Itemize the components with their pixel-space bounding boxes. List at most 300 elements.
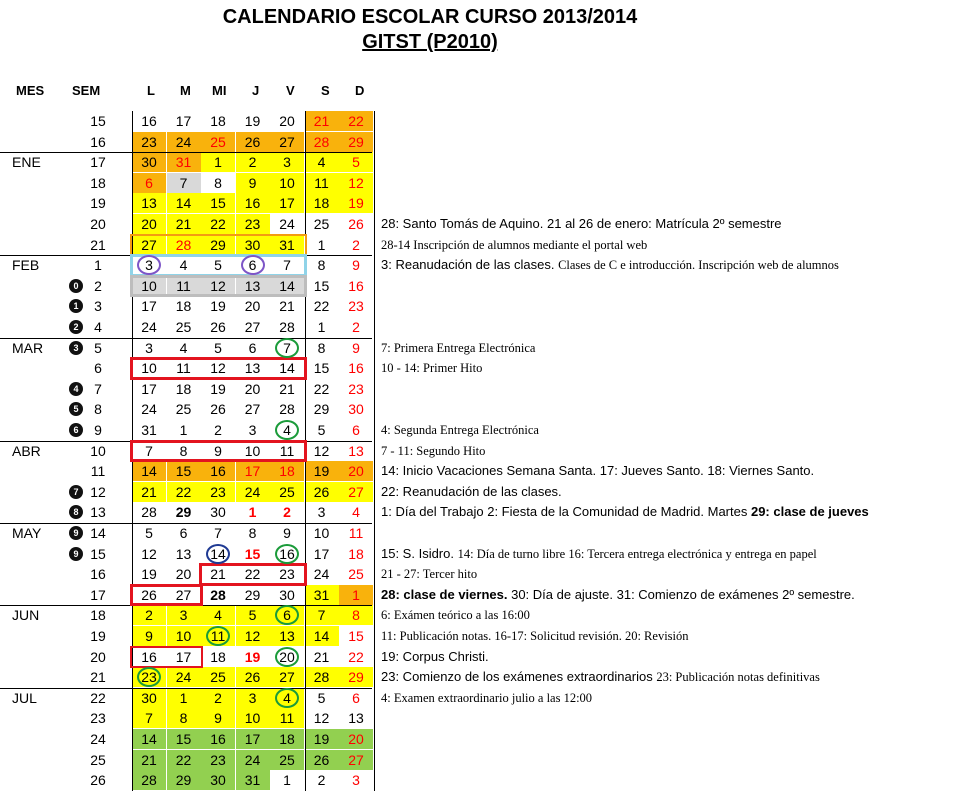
day-cell: 24 xyxy=(279,216,295,232)
day-cell: 5 xyxy=(236,605,270,625)
calendar-week-row xyxy=(0,667,960,687)
note-detail: 10 - 14: Primer Hito xyxy=(381,361,483,376)
calendar-week-row xyxy=(0,358,960,378)
week-badge: 8 xyxy=(69,505,83,519)
day-cell: 6 xyxy=(270,605,304,625)
week-number: 2 xyxy=(94,277,102,294)
calendar-note xyxy=(381,504,869,520)
day-cell: 17 xyxy=(236,461,270,481)
day-cell: 5 xyxy=(317,422,326,438)
day-cell: 4 xyxy=(179,339,188,356)
calendar-note xyxy=(381,566,477,582)
week-number: 20 xyxy=(90,216,106,232)
day-cell: 5 xyxy=(339,152,373,172)
day-cell: 20 xyxy=(279,648,295,665)
day-cell: 28 xyxy=(305,132,339,152)
week-number: 5 xyxy=(94,339,102,356)
day-cell: 3 xyxy=(317,504,326,521)
week-number: 19 xyxy=(90,628,106,644)
day-cell: 23 xyxy=(348,380,364,397)
day-cell: 26 xyxy=(210,401,226,418)
day-cell: 5 xyxy=(145,525,153,541)
calendar-title: CALENDARIO ESCOLAR CURSO 2013/2014 xyxy=(222,6,638,28)
day-cell: 29 xyxy=(339,667,373,687)
day-cell: 4 xyxy=(283,422,291,438)
day-cell: 10 xyxy=(236,708,270,728)
day-cell: 2 xyxy=(214,422,222,438)
day-cell: 29 xyxy=(175,504,192,521)
calendar-note xyxy=(381,690,592,706)
day-cell: 19 xyxy=(244,648,261,665)
calendar-note xyxy=(381,669,820,685)
calendar-week-row xyxy=(0,338,960,358)
day-cell: 1 xyxy=(339,585,373,605)
week-number: 4 xyxy=(94,319,102,335)
day-cell: 23 xyxy=(201,750,235,770)
day-cell: 3 xyxy=(236,688,270,708)
day-cell: 24 xyxy=(236,750,270,770)
header-sem: SEM xyxy=(72,83,101,98)
day-cell: 14 xyxy=(279,360,295,377)
calendar-week-row xyxy=(0,214,960,234)
day-cell: 16 xyxy=(236,193,270,213)
month-label: ABR xyxy=(12,442,41,459)
day-cell: 16 xyxy=(141,113,157,129)
week-badge: 4 xyxy=(69,382,83,396)
day-cell: 31 xyxy=(236,770,270,790)
week-number: 6 xyxy=(94,360,102,377)
day-cell: 26 xyxy=(305,750,339,770)
day-cell: 15 xyxy=(313,360,330,377)
day-cell: 29 xyxy=(244,586,261,603)
day-cell: 30 xyxy=(236,235,270,255)
day-cell: 2 xyxy=(352,319,360,335)
note-detail: 7 - 11: Segundo Hito xyxy=(381,443,486,458)
day-cell: 21 xyxy=(132,750,166,770)
day-cell: 18 xyxy=(175,298,192,315)
week-number: 18 xyxy=(90,607,106,624)
day-cell: 11 xyxy=(201,626,235,646)
calendar-week-row xyxy=(0,255,960,275)
day-cell: 12 xyxy=(313,710,330,727)
calendar-week-row xyxy=(0,152,960,172)
day-cell: 6 xyxy=(248,339,257,356)
calendar-note xyxy=(381,443,485,459)
day-cell: 21 xyxy=(132,482,166,502)
week-number: 12 xyxy=(90,483,106,500)
note-emphasis: 29: clase de jueves xyxy=(750,504,869,520)
note-detail: 6: Exámen teórico a las 16:00 xyxy=(381,608,530,623)
day-cell: 5 xyxy=(214,257,222,274)
day-cell: 17 xyxy=(141,380,157,397)
day-cell: 12 xyxy=(141,545,157,562)
calendar-note xyxy=(381,257,839,273)
day-cell: 8 xyxy=(317,257,326,274)
day-cell: 3 xyxy=(145,339,153,356)
day-cell: 29 xyxy=(167,770,201,790)
day-cell: 3 xyxy=(352,772,360,789)
calendar-week-row xyxy=(0,729,960,749)
day-cell: 30 xyxy=(210,504,226,521)
day-cell: 22 xyxy=(167,750,201,770)
day-cell: 27 xyxy=(132,235,166,255)
day-cell: 16 xyxy=(201,461,235,481)
day-cell: 23 xyxy=(279,566,295,583)
day-cell: 22 xyxy=(348,648,364,665)
day-cell: 14 xyxy=(210,545,226,562)
week-badge: 6 xyxy=(69,423,83,437)
day-cell: 25 xyxy=(175,319,192,335)
calendar-week-row xyxy=(0,461,960,481)
note-detail: 28-14 Inscripción de alumnos mediante el portal web xyxy=(381,237,648,252)
calendar-week-row xyxy=(0,564,960,584)
day-cell: 13 xyxy=(348,442,364,459)
day-cell: 19 xyxy=(210,298,226,315)
day-cell: 23 xyxy=(236,214,270,234)
day-cell: 12 xyxy=(236,626,270,646)
month-separator-line xyxy=(0,152,372,153)
week-number: 15 xyxy=(90,545,106,562)
week-number: 7 xyxy=(94,380,102,397)
day-cell: 13 xyxy=(270,626,304,646)
day-cell: 28 xyxy=(167,235,201,255)
week-number: 17 xyxy=(90,586,106,603)
day-cell: 16 xyxy=(348,360,364,377)
calendar-week-row xyxy=(0,296,960,316)
week-number: 16 xyxy=(90,133,106,150)
day-cell: 23 xyxy=(201,482,235,502)
day-cell: 18 xyxy=(210,113,226,129)
month-separator-line xyxy=(0,605,372,606)
month-separator-line xyxy=(0,523,372,524)
day-cell: 26 xyxy=(236,667,270,687)
week-badge: 5 xyxy=(69,402,83,416)
day-cell: 24 xyxy=(313,566,330,583)
day-cell: 26 xyxy=(210,319,226,335)
day-cell: 4 xyxy=(270,688,304,708)
day-cell: 25 xyxy=(313,216,330,232)
day-cell: 25 xyxy=(348,566,364,583)
day-cell: 14 xyxy=(167,193,201,213)
day-cell: 20 xyxy=(279,113,295,129)
day-cell: 20 xyxy=(132,214,166,234)
week-number: 1 xyxy=(94,257,102,274)
week-number: 21 xyxy=(90,669,106,686)
day-cell: 15 xyxy=(167,729,201,749)
day-cell: 3 xyxy=(248,422,257,438)
day-cell: 28 xyxy=(141,504,157,521)
day-cell: 2 xyxy=(283,504,291,521)
calendar-subtitle: GITST (P2010) xyxy=(362,31,498,53)
day-cell: 24 xyxy=(141,319,157,335)
calendar-week-row xyxy=(0,585,960,605)
day-cell: 7 xyxy=(214,525,222,541)
day-cell: 17 xyxy=(313,545,330,562)
day-cell: 18 xyxy=(270,729,304,749)
day-cell: 24 xyxy=(167,132,201,152)
day-cell: 11 xyxy=(270,708,304,728)
day-cell: 20 xyxy=(244,380,261,397)
day-cell: 22 xyxy=(167,482,201,502)
note-text: 3: Reanudación de las clases. xyxy=(381,257,559,273)
day-cell: 1 xyxy=(167,688,201,708)
calendar-note xyxy=(381,340,535,356)
week-number: 22 xyxy=(90,689,106,706)
week-number: 19 xyxy=(90,195,106,212)
week-number: 10 xyxy=(90,442,106,459)
day-cell: 9 xyxy=(132,626,166,646)
day-cell: 4 xyxy=(305,152,339,172)
day-cell: 8 xyxy=(248,525,257,541)
day-cell: 13 xyxy=(236,276,270,296)
note-text: 22: Reanudación de las clases. xyxy=(381,483,562,499)
calendar-week-row xyxy=(0,770,960,790)
calendar-week-row xyxy=(0,688,960,708)
day-cell: 1 xyxy=(283,772,291,789)
calendar-week-row xyxy=(0,276,960,296)
week-number: 15 xyxy=(90,113,106,129)
day-cell: 18 xyxy=(270,461,304,481)
week-badge: 0 xyxy=(69,279,83,293)
day-cell: 1 xyxy=(179,422,188,438)
calendar-week-row xyxy=(0,605,960,625)
day-cell: 31 xyxy=(305,585,339,605)
day-cell: 25 xyxy=(270,482,304,502)
day-cell: 17 xyxy=(270,193,304,213)
month-separator-line xyxy=(0,441,372,442)
week-number: 8 xyxy=(94,401,102,418)
day-cell: 14 xyxy=(132,461,166,481)
day-cell: 29 xyxy=(339,132,373,152)
day-cell: 3 xyxy=(167,605,201,625)
note-detail: 11: Publicación notas. 16-17: Solicitud revisión. 20: Revisión xyxy=(381,629,689,643)
day-cell: 11 xyxy=(279,442,295,459)
note-detail: 4: Segunda Entrega Electrónica xyxy=(381,423,539,437)
calendar-week-row xyxy=(0,482,960,502)
day-cell: 5 xyxy=(317,689,326,706)
day-cell: 18 xyxy=(210,648,226,665)
day-cell: 20 xyxy=(339,461,373,481)
day-cell: 24 xyxy=(167,667,201,687)
header-jueves: J xyxy=(252,83,260,98)
header-martes: M xyxy=(180,83,191,98)
day-cell: 16 xyxy=(141,648,157,665)
week-number: 13 xyxy=(90,504,106,521)
day-cell: 27 xyxy=(244,401,261,418)
day-cell: 1 xyxy=(248,504,257,521)
month-separator-line xyxy=(0,338,372,339)
day-cell: 19 xyxy=(210,380,226,397)
day-cell: 9 xyxy=(283,525,291,541)
day-cell: 4 xyxy=(201,605,235,625)
week-number: 21 xyxy=(90,236,106,253)
day-cell: 13 xyxy=(175,545,192,562)
month-label: JUL xyxy=(12,689,37,706)
week-number: 16 xyxy=(90,566,106,583)
day-cell: 8 xyxy=(317,339,326,356)
month-label: JUN xyxy=(12,607,40,624)
calendar-note xyxy=(381,216,782,232)
day-cell: 28 xyxy=(210,586,226,603)
day-cell: 7 xyxy=(283,257,291,274)
day-cell: 4 xyxy=(352,504,360,521)
day-cell: 7 xyxy=(167,173,201,193)
week-number: 11 xyxy=(90,463,106,480)
day-cell: 10 xyxy=(270,173,304,193)
day-cell: 12 xyxy=(313,442,330,459)
header-lunes: L xyxy=(147,83,155,98)
day-cell: 6 xyxy=(132,173,166,193)
day-cell: 29 xyxy=(201,235,235,255)
day-cell: 8 xyxy=(167,708,201,728)
day-cell: 13 xyxy=(132,193,166,213)
day-cell: 19 xyxy=(305,461,339,481)
day-cell: 20 xyxy=(339,729,373,749)
week-number: 20 xyxy=(90,648,106,665)
day-cell: 28 xyxy=(132,770,166,790)
day-cell: 24 xyxy=(141,401,157,418)
day-cell: 10 xyxy=(141,360,157,377)
day-cell: 8 xyxy=(214,174,222,191)
week-number: 26 xyxy=(90,772,106,789)
day-cell: 11 xyxy=(176,360,191,377)
day-cell: 15 xyxy=(244,545,261,562)
day-cell: 23 xyxy=(132,132,166,152)
day-cell: 3 xyxy=(270,152,304,172)
day-cell: 17 xyxy=(236,729,270,749)
day-cell: 10 xyxy=(313,525,330,541)
day-cell: 10 xyxy=(244,442,261,459)
day-cell: 7 xyxy=(305,605,339,625)
day-cell: 20 xyxy=(244,298,261,315)
day-cell: 6 xyxy=(248,257,257,274)
calendar-week-row xyxy=(0,379,960,399)
month-label: FEB xyxy=(12,257,40,274)
day-cell: 30 xyxy=(279,586,295,603)
calendar-note xyxy=(381,237,647,253)
day-cell: 30 xyxy=(348,401,364,418)
day-cell: 9 xyxy=(352,339,360,356)
day-cell: 21 xyxy=(210,566,226,583)
day-cell: 11 xyxy=(167,276,201,296)
day-cell: 28 xyxy=(279,319,295,335)
day-cell: 27 xyxy=(339,750,373,770)
week-number: 23 xyxy=(90,710,106,727)
grid-left-border xyxy=(132,111,133,791)
day-cell: 2 xyxy=(352,236,360,253)
day-cell: 5 xyxy=(214,339,222,356)
day-cell: 20 xyxy=(175,566,192,583)
month-separator-line xyxy=(0,255,372,256)
day-cell: 1 xyxy=(317,319,326,335)
calendar-week-row xyxy=(0,750,960,770)
day-cell: 24 xyxy=(236,482,270,502)
week-number: 9 xyxy=(94,422,102,438)
week-badge: 2 xyxy=(69,320,83,334)
day-cell: 22 xyxy=(313,380,330,397)
week-number: 3 xyxy=(94,298,102,315)
month-label: ENE xyxy=(12,154,41,171)
day-cell: 22 xyxy=(244,566,261,583)
day-cell: 16 xyxy=(201,729,235,749)
day-cell: 17 xyxy=(175,648,192,665)
day-cell: 7 xyxy=(145,442,153,459)
calendar-week-row xyxy=(0,173,960,193)
day-cell: 27 xyxy=(339,482,373,502)
day-cell: 10 xyxy=(167,626,201,646)
header-sabado: S xyxy=(321,83,330,98)
calendar-note xyxy=(381,484,562,500)
week-number: 18 xyxy=(90,174,106,191)
calendar-note xyxy=(381,422,539,438)
day-cell: 1 xyxy=(317,236,326,253)
calendar-week-row xyxy=(0,544,960,564)
day-cell: 12 xyxy=(210,360,226,377)
day-cell: 12 xyxy=(201,276,235,296)
day-cell: 14 xyxy=(305,626,339,646)
day-cell: 25 xyxy=(175,401,192,418)
day-cell: 11 xyxy=(305,173,339,193)
day-cell: 3 xyxy=(145,257,153,274)
week-badge: 7 xyxy=(69,485,83,499)
week-badge: 3 xyxy=(69,341,83,355)
day-cell: 13 xyxy=(244,360,261,377)
day-cell: 19 xyxy=(339,193,373,213)
note-text: 14: Inicio Vacaciones Semana Santa. 17: Jueves Santo. 18: Viernes Santo. xyxy=(381,463,815,479)
day-cell: 8 xyxy=(339,605,373,625)
day-cell: 31 xyxy=(141,422,157,438)
day-cell: 25 xyxy=(201,132,235,152)
day-cell: 16 xyxy=(279,545,295,562)
day-cell: 29 xyxy=(313,401,330,418)
day-cell: 2 xyxy=(236,152,270,172)
grid-weekday-border xyxy=(305,111,306,791)
day-cell: 21 xyxy=(279,298,295,315)
calendar-note xyxy=(381,628,689,644)
grid-right-border xyxy=(374,111,375,791)
note-detail: 14: Día de turno libre 16: Tercera entrega electrónica y entrega en papel xyxy=(457,546,817,561)
day-cell: 2 xyxy=(132,605,166,625)
day-cell: 6 xyxy=(352,689,360,706)
day-cell: 9 xyxy=(236,173,270,193)
day-cell: 9 xyxy=(201,708,235,728)
week-badge: 1 xyxy=(69,299,83,313)
day-cell: 23 xyxy=(132,667,166,687)
note-detail: Clases de C e introducción. Inscripción web de alumnos xyxy=(558,258,839,273)
header-viernes: V xyxy=(286,83,295,98)
day-cell: 18 xyxy=(175,380,192,397)
day-cell: 14 xyxy=(132,729,166,749)
day-cell: 21 xyxy=(279,380,295,397)
day-cell: 31 xyxy=(270,235,304,255)
calendar-week-row xyxy=(0,626,960,646)
day-cell: 23 xyxy=(348,298,364,315)
day-cell: 6 xyxy=(179,525,188,541)
day-cell: 15 xyxy=(313,277,330,294)
calendar-week-row xyxy=(0,132,960,152)
day-cell: 18 xyxy=(348,545,364,562)
day-cell: 26 xyxy=(236,132,270,152)
day-cell: 8 xyxy=(179,442,188,459)
calendar-note xyxy=(381,463,814,479)
calendar-week-row xyxy=(0,647,960,667)
header-miercoles: MI xyxy=(212,83,227,98)
day-cell: 17 xyxy=(175,113,192,129)
day-cell: 17 xyxy=(141,298,157,315)
day-cell: 11 xyxy=(348,525,364,541)
note-detail: 21 - 27: Tercer hito xyxy=(381,567,478,582)
calendar-week-row xyxy=(0,399,960,419)
